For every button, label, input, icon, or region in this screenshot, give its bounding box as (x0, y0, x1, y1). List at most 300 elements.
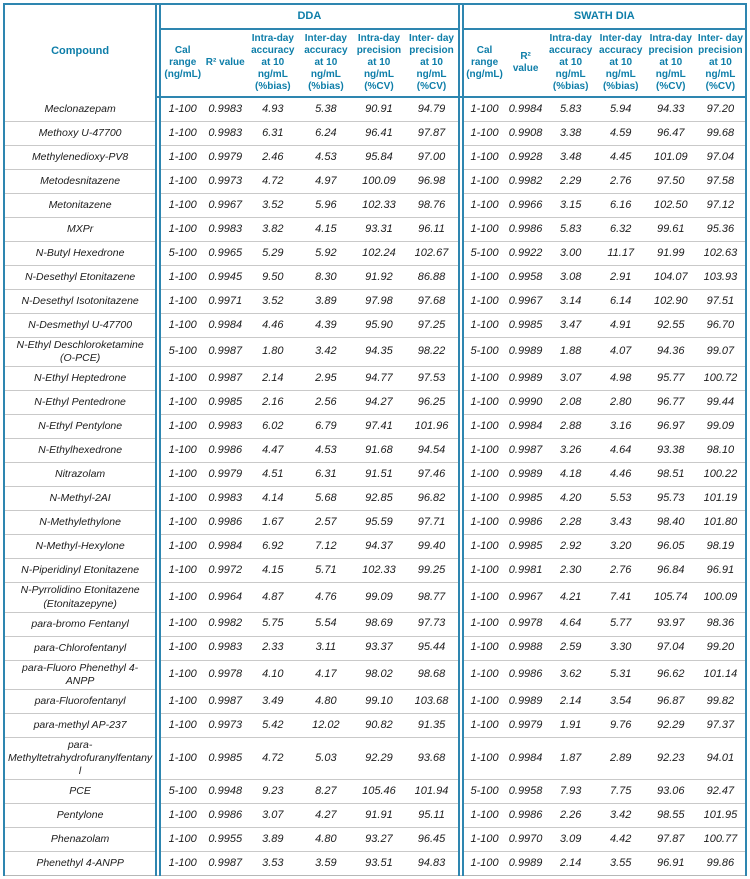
swath-value-cell: 1-100 (463, 122, 506, 146)
dda-value-cell: 6.24 (299, 122, 352, 146)
swath-value-cell: 0.9984 (506, 97, 546, 122)
dda-value-cell: 96.25 (405, 391, 458, 415)
swath-value-cell: 4.21 (546, 583, 596, 612)
swath-value-cell: 4.20 (546, 487, 596, 511)
swath-value-cell: 4.42 (596, 828, 646, 852)
swath-interday-accuracy-header: Inter-day accuracy at 10 ng/mL (%bias) (596, 29, 646, 97)
dda-value-cell: 1-100 (160, 194, 204, 218)
swath-value-cell: 105.74 (646, 583, 696, 612)
swath-value-cell: 3.20 (596, 535, 646, 559)
swath-value-cell: 97.50 (646, 170, 696, 194)
dda-value-cell: 1-100 (160, 660, 204, 689)
table-row (4, 314, 746, 338)
dda-value-cell: 1-100 (160, 170, 204, 194)
compound-name: N-Piperidinyl Etonitazene (4, 559, 156, 583)
compound-name: N-Ethyl Pentylone (4, 415, 156, 439)
swath-value-cell: 0.9928 (506, 146, 546, 170)
dda-value-cell: 93.37 (352, 636, 405, 660)
swath-value-cell: 97.04 (696, 146, 746, 170)
dda-value-cell: 2.95 (299, 367, 352, 391)
swath-value-cell: 99.82 (696, 689, 746, 713)
dda-value-cell: 1-100 (160, 122, 204, 146)
dda-value-cell: 0.9986 (204, 439, 246, 463)
swath-value-cell: 6.14 (596, 290, 646, 314)
swath-value-cell: 98.36 (696, 612, 746, 636)
dda-value-cell: 3.49 (246, 689, 299, 713)
dda-value-cell: 3.52 (246, 290, 299, 314)
swath-value-cell: 1-100 (463, 511, 506, 535)
dda-value-cell: 99.40 (405, 535, 458, 559)
dda-value-cell: 98.77 (405, 583, 458, 612)
swath-value-cell: 97.87 (646, 828, 696, 852)
dda-value-cell: 4.51 (246, 463, 299, 487)
dda-value-cell: 103.68 (405, 689, 458, 713)
swath-value-cell: 4.98 (596, 367, 646, 391)
group-header-row (4, 4, 746, 29)
dda-value-cell: 1-100 (160, 218, 204, 242)
dda-value-cell: 4.47 (246, 439, 299, 463)
dda-value-cell: 0.9987 (204, 338, 246, 367)
dda-value-cell: 91.92 (352, 266, 405, 290)
table-row (4, 122, 746, 146)
swath-value-cell: 6.32 (596, 218, 646, 242)
dda-value-cell: 94.27 (352, 391, 405, 415)
swath-value-cell: 103.93 (696, 266, 746, 290)
dda-value-cell: 94.79 (405, 97, 458, 122)
compound-name: Meclonazepam (4, 97, 156, 122)
compound-name: Methylenedioxy-PV8 (4, 146, 156, 170)
dda-value-cell: 3.52 (246, 194, 299, 218)
dda-value-cell: 12.02 (299, 713, 352, 737)
swath-value-cell: 0.9985 (506, 487, 546, 511)
dda-value-cell: 92.29 (352, 737, 405, 779)
dda-value-cell: 4.53 (299, 439, 352, 463)
swath-value-cell: 101.09 (646, 146, 696, 170)
dda-value-cell: 94.35 (352, 338, 405, 367)
swath-value-cell: 2.14 (546, 852, 596, 876)
dda-value-cell: 6.31 (246, 122, 299, 146)
dda-value-cell: 97.41 (352, 415, 405, 439)
swath-value-cell: 96.70 (696, 314, 746, 338)
swath-value-cell: 3.14 (546, 290, 596, 314)
dda-value-cell: 1-100 (160, 439, 204, 463)
dda-value-cell: 0.9948 (204, 780, 246, 804)
swath-value-cell: 2.76 (596, 559, 646, 583)
swath-cal-range-header: Cal range (ng/mL) (463, 29, 506, 97)
swath-value-cell: 1-100 (463, 194, 506, 218)
swath-value-cell: 5-100 (463, 242, 506, 266)
swath-value-cell: 3.09 (546, 828, 596, 852)
swath-value-cell: 98.10 (696, 439, 746, 463)
swath-value-cell: 2.14 (546, 689, 596, 713)
dda-value-cell: 1-100 (160, 290, 204, 314)
swath-value-cell: 5-100 (463, 338, 506, 367)
swath-value-cell: 3.00 (546, 242, 596, 266)
dda-value-cell: 3.07 (246, 804, 299, 828)
dda-value-cell: 96.11 (405, 218, 458, 242)
dda-value-cell: 0.9945 (204, 266, 246, 290)
swath-value-cell: 97.12 (696, 194, 746, 218)
swath-value-cell: 0.9908 (506, 122, 546, 146)
swath-value-cell: 100.77 (696, 828, 746, 852)
dda-value-cell: 4.27 (299, 804, 352, 828)
dda-value-cell: 95.44 (405, 636, 458, 660)
swath-value-cell: 101.19 (696, 487, 746, 511)
swath-value-cell: 2.59 (546, 636, 596, 660)
swath-value-cell: 101.14 (696, 660, 746, 689)
dda-value-cell: 1-100 (160, 804, 204, 828)
swath-value-cell: 97.58 (696, 170, 746, 194)
dda-value-cell: 94.37 (352, 535, 405, 559)
swath-value-cell: 1-100 (463, 439, 506, 463)
dda-value-cell: 0.9973 (204, 170, 246, 194)
swath-value-cell: 99.86 (696, 852, 746, 876)
swath-value-cell: 95.77 (646, 367, 696, 391)
dda-value-cell: 90.82 (352, 713, 405, 737)
swath-value-cell: 1-100 (463, 559, 506, 583)
swath-value-cell: 99.20 (696, 636, 746, 660)
swath-value-cell: 96.91 (646, 852, 696, 876)
dda-value-cell: 0.9971 (204, 290, 246, 314)
dda-value-cell: 4.97 (299, 170, 352, 194)
swath-value-cell: 0.9988 (506, 636, 546, 660)
swath-value-cell: 100.22 (696, 463, 746, 487)
table-row (4, 391, 746, 415)
swath-value-cell: 0.9989 (506, 367, 546, 391)
swath-value-cell: 2.08 (546, 391, 596, 415)
swath-value-cell: 9.76 (596, 713, 646, 737)
swath-value-cell: 1-100 (463, 415, 506, 439)
dda-value-cell: 97.87 (405, 122, 458, 146)
dda-value-cell: 1-100 (160, 463, 204, 487)
compound-name: Nitrazolam (4, 463, 156, 487)
dda-value-cell: 0.9965 (204, 242, 246, 266)
compound-name: N-Pyrrolidino Etonitazene (Etonitazepyne) (4, 583, 156, 612)
dda-value-cell: 105.46 (352, 780, 405, 804)
dda-value-cell: 3.42 (299, 338, 352, 367)
swath-value-cell: 0.9958 (506, 266, 546, 290)
table-row (4, 713, 746, 737)
dda-value-cell: 0.9983 (204, 97, 246, 122)
swath-value-cell: 2.91 (596, 266, 646, 290)
swath-value-cell: 100.72 (696, 367, 746, 391)
dda-value-cell: 100.09 (352, 170, 405, 194)
dda-value-cell: 4.39 (299, 314, 352, 338)
dda-value-cell: 98.22 (405, 338, 458, 367)
swath-value-cell: 99.68 (696, 122, 746, 146)
table-row (4, 439, 746, 463)
dda-value-cell: 95.11 (405, 804, 458, 828)
swath-value-cell: 3.47 (546, 314, 596, 338)
dda-value-cell: 1-100 (160, 511, 204, 535)
compound-name: Pentylone (4, 804, 156, 828)
swath-value-cell: 96.47 (646, 122, 696, 146)
dda-value-cell: 97.00 (405, 146, 458, 170)
swath-value-cell: 0.9979 (506, 713, 546, 737)
dda-value-cell: 5.71 (299, 559, 352, 583)
swath-value-cell: 93.06 (646, 780, 696, 804)
swath-value-cell: 98.19 (696, 535, 746, 559)
swath-value-cell: 1.87 (546, 737, 596, 779)
table-row (4, 804, 746, 828)
swath-value-cell: 99.44 (696, 391, 746, 415)
compound-column-header: Compound (4, 4, 156, 97)
group-header-swath-dia: SWATH DIA (463, 4, 746, 29)
dda-value-cell: 91.35 (405, 713, 458, 737)
dda-value-cell: 0.9972 (204, 559, 246, 583)
dda-value-cell: 95.59 (352, 511, 405, 535)
compound-name: N-Ethyl Pentedrone (4, 391, 156, 415)
swath-value-cell: 3.54 (596, 689, 646, 713)
swath-value-cell: 3.43 (596, 511, 646, 535)
dda-value-cell: 4.10 (246, 660, 299, 689)
dda-value-cell: 5-100 (160, 338, 204, 367)
dda-value-cell: 94.83 (405, 852, 458, 876)
swath-value-cell: 101.95 (696, 804, 746, 828)
dda-value-cell: 0.9985 (204, 391, 246, 415)
dda-value-cell: 4.72 (246, 170, 299, 194)
swath-value-cell: 2.28 (546, 511, 596, 535)
compound-name: PCE (4, 780, 156, 804)
swath-value-cell: 1.88 (546, 338, 596, 367)
dda-value-cell: 1-100 (160, 713, 204, 737)
swath-value-cell: 1-100 (463, 170, 506, 194)
dda-value-cell: 4.72 (246, 737, 299, 779)
swath-value-cell: 104.07 (646, 266, 696, 290)
dda-value-cell: 1-100 (160, 583, 204, 612)
dda-value-cell: 1-100 (160, 612, 204, 636)
dda-value-cell: 0.9983 (204, 122, 246, 146)
dda-value-cell: 1-100 (160, 146, 204, 170)
dda-value-cell: 5.29 (246, 242, 299, 266)
swath-value-cell: 0.9986 (506, 218, 546, 242)
compound-name: N-Ethylhexedrone (4, 439, 156, 463)
swath-value-cell: 2.76 (596, 170, 646, 194)
table-row (4, 535, 746, 559)
swath-value-cell: 2.88 (546, 415, 596, 439)
dda-interday-precision-header: Inter- day precision at 10 ng/mL (%CV) (405, 29, 458, 97)
dda-value-cell: 0.9983 (204, 636, 246, 660)
dda-value-cell: 6.31 (299, 463, 352, 487)
swath-value-cell: 5.83 (546, 218, 596, 242)
swath-value-cell: 98.40 (646, 511, 696, 535)
dda-value-cell: 98.76 (405, 194, 458, 218)
dda-value-cell: 1-100 (160, 828, 204, 852)
swath-value-cell: 95.73 (646, 487, 696, 511)
table-row (4, 660, 746, 689)
dda-value-cell: 4.53 (299, 146, 352, 170)
swath-value-cell: 93.97 (646, 612, 696, 636)
swath-value-cell: 99.09 (696, 415, 746, 439)
dda-value-cell: 93.68 (405, 737, 458, 779)
swath-value-cell: 5.77 (596, 612, 646, 636)
swath-value-cell: 1-100 (463, 391, 506, 415)
dda-value-cell: 6.02 (246, 415, 299, 439)
swath-value-cell: 0.9990 (506, 391, 546, 415)
dda-value-cell: 101.96 (405, 415, 458, 439)
swath-value-cell: 1-100 (463, 689, 506, 713)
swath-value-cell: 95.36 (696, 218, 746, 242)
swath-value-cell: 1.91 (546, 713, 596, 737)
swath-value-cell: 5.31 (596, 660, 646, 689)
dda-value-cell: 0.9982 (204, 612, 246, 636)
swath-value-cell: 1-100 (463, 266, 506, 290)
dda-value-cell: 1-100 (160, 559, 204, 583)
dda-value-cell: 92.85 (352, 487, 405, 511)
dda-value-cell: 2.57 (299, 511, 352, 535)
swath-value-cell: 4.46 (596, 463, 646, 487)
swath-value-cell: 96.91 (696, 559, 746, 583)
swath-value-cell: 92.29 (646, 713, 696, 737)
swath-value-cell: 0.9982 (506, 170, 546, 194)
table-row (4, 218, 746, 242)
swath-value-cell: 1-100 (463, 660, 506, 689)
swath-value-cell: 102.50 (646, 194, 696, 218)
dda-value-cell: 95.90 (352, 314, 405, 338)
swath-value-cell: 1-100 (463, 713, 506, 737)
dda-value-cell: 97.73 (405, 612, 458, 636)
swath-value-cell: 11.17 (596, 242, 646, 266)
table-row (4, 612, 746, 636)
swath-value-cell: 4.07 (596, 338, 646, 367)
swath-value-cell: 2.89 (596, 737, 646, 779)
swath-value-cell: 1-100 (463, 612, 506, 636)
dda-value-cell: 5.38 (299, 97, 352, 122)
dda-value-cell: 0.9984 (204, 535, 246, 559)
dda-value-cell: 5-100 (160, 780, 204, 804)
table-row (4, 559, 746, 583)
dda-value-cell: 3.59 (299, 852, 352, 876)
swath-value-cell: 91.99 (646, 242, 696, 266)
swath-value-cell: 94.33 (646, 97, 696, 122)
swath-value-cell: 3.62 (546, 660, 596, 689)
dda-value-cell: 4.15 (299, 218, 352, 242)
compound-name: Phenazolam (4, 828, 156, 852)
dda-value-cell: 1-100 (160, 97, 204, 122)
swath-value-cell: 3.26 (546, 439, 596, 463)
swath-value-cell: 0.9989 (506, 689, 546, 713)
swath-value-cell: 101.80 (696, 511, 746, 535)
table-row (4, 367, 746, 391)
compound-name: para-Methyltetrahydrofuranylfentanyl (4, 737, 156, 779)
dda-value-cell: 8.27 (299, 780, 352, 804)
dda-value-cell: 5-100 (160, 242, 204, 266)
dda-value-cell: 3.53 (246, 852, 299, 876)
swath-value-cell: 1-100 (463, 583, 506, 612)
dda-value-cell: 0.9986 (204, 804, 246, 828)
dda-value-cell: 5.68 (299, 487, 352, 511)
table-row (4, 737, 746, 779)
compound-name: N-Desethyl Isotonitazene (4, 290, 156, 314)
swath-value-cell: 102.63 (696, 242, 746, 266)
dda-value-cell: 96.98 (405, 170, 458, 194)
dda-value-cell: 99.10 (352, 689, 405, 713)
compound-name: Metonitazene (4, 194, 156, 218)
swath-value-cell: 2.26 (546, 804, 596, 828)
swath-value-cell: 2.80 (596, 391, 646, 415)
swath-value-cell: 3.55 (596, 852, 646, 876)
dda-value-cell: 0.9987 (204, 367, 246, 391)
dda-value-cell: 7.12 (299, 535, 352, 559)
dda-value-cell: 4.17 (299, 660, 352, 689)
dda-value-cell: 4.80 (299, 689, 352, 713)
swath-value-cell: 96.87 (646, 689, 696, 713)
dda-value-cell: 3.11 (299, 636, 352, 660)
swath-value-cell: 0.9967 (506, 290, 546, 314)
table-row (4, 194, 746, 218)
dda-value-cell: 2.16 (246, 391, 299, 415)
swath-value-cell: 5.94 (596, 97, 646, 122)
dda-value-cell: 0.9967 (204, 194, 246, 218)
compound-name: Phenethyl 4-ANPP (4, 852, 156, 876)
swath-value-cell: 3.42 (596, 804, 646, 828)
dda-value-cell: 0.9973 (204, 713, 246, 737)
compound-name: N-Butyl Hexedrone (4, 242, 156, 266)
dda-value-cell: 1.67 (246, 511, 299, 535)
dda-value-cell: 91.91 (352, 804, 405, 828)
dda-value-cell: 94.54 (405, 439, 458, 463)
compound-name: para-bromo Fentanyl (4, 612, 156, 636)
swath-value-cell: 4.91 (596, 314, 646, 338)
swath-value-cell: 0.9989 (506, 463, 546, 487)
compound-name: Methoxy U-47700 (4, 122, 156, 146)
dda-value-cell: 4.46 (246, 314, 299, 338)
dda-value-cell: 2.46 (246, 146, 299, 170)
table-row (4, 689, 746, 713)
swath-value-cell: 98.55 (646, 804, 696, 828)
compound-name: Metodesnitazene (4, 170, 156, 194)
dda-value-cell: 102.67 (405, 242, 458, 266)
dda-value-cell: 97.68 (405, 290, 458, 314)
swath-value-cell: 1-100 (463, 535, 506, 559)
swath-value-cell: 98.51 (646, 463, 696, 487)
compound-name: para-Fluoro Phenethyl 4-ANPP (4, 660, 156, 689)
table-row (4, 828, 746, 852)
dda-value-cell: 4.15 (246, 559, 299, 583)
swath-value-cell: 0.9986 (506, 511, 546, 535)
swath-value-cell: 3.30 (596, 636, 646, 660)
dda-value-cell: 5.92 (299, 242, 352, 266)
dda-value-cell: 9.23 (246, 780, 299, 804)
compound-name: N-Methyl-2AI (4, 487, 156, 511)
dda-value-cell: 101.94 (405, 780, 458, 804)
swath-value-cell: 5.83 (546, 97, 596, 122)
swath-value-cell: 5.53 (596, 487, 646, 511)
dda-value-cell: 3.89 (246, 828, 299, 852)
compound-name: MXPr (4, 218, 156, 242)
table-row (4, 463, 746, 487)
table-row (4, 170, 746, 194)
dda-value-cell: 90.91 (352, 97, 405, 122)
swath-value-cell: 5-100 (463, 780, 506, 804)
compound-name: N-Ethyl Deschloroketamine (O-PCE) (4, 338, 156, 367)
swath-value-cell: 2.29 (546, 170, 596, 194)
swath-value-cell: 0.9989 (506, 338, 546, 367)
swath-value-cell: 1-100 (463, 218, 506, 242)
swath-r2-header: R² value (506, 29, 546, 97)
swath-value-cell: 96.62 (646, 660, 696, 689)
swath-value-cell: 94.36 (646, 338, 696, 367)
swath-value-cell: 99.07 (696, 338, 746, 367)
dda-value-cell: 98.02 (352, 660, 405, 689)
swath-value-cell: 96.05 (646, 535, 696, 559)
swath-value-cell: 0.9989 (506, 852, 546, 876)
swath-value-cell: 0.9970 (506, 828, 546, 852)
swath-value-cell: 97.37 (696, 713, 746, 737)
swath-value-cell: 1-100 (463, 314, 506, 338)
swath-value-cell: 102.90 (646, 290, 696, 314)
swath-value-cell: 3.08 (546, 266, 596, 290)
